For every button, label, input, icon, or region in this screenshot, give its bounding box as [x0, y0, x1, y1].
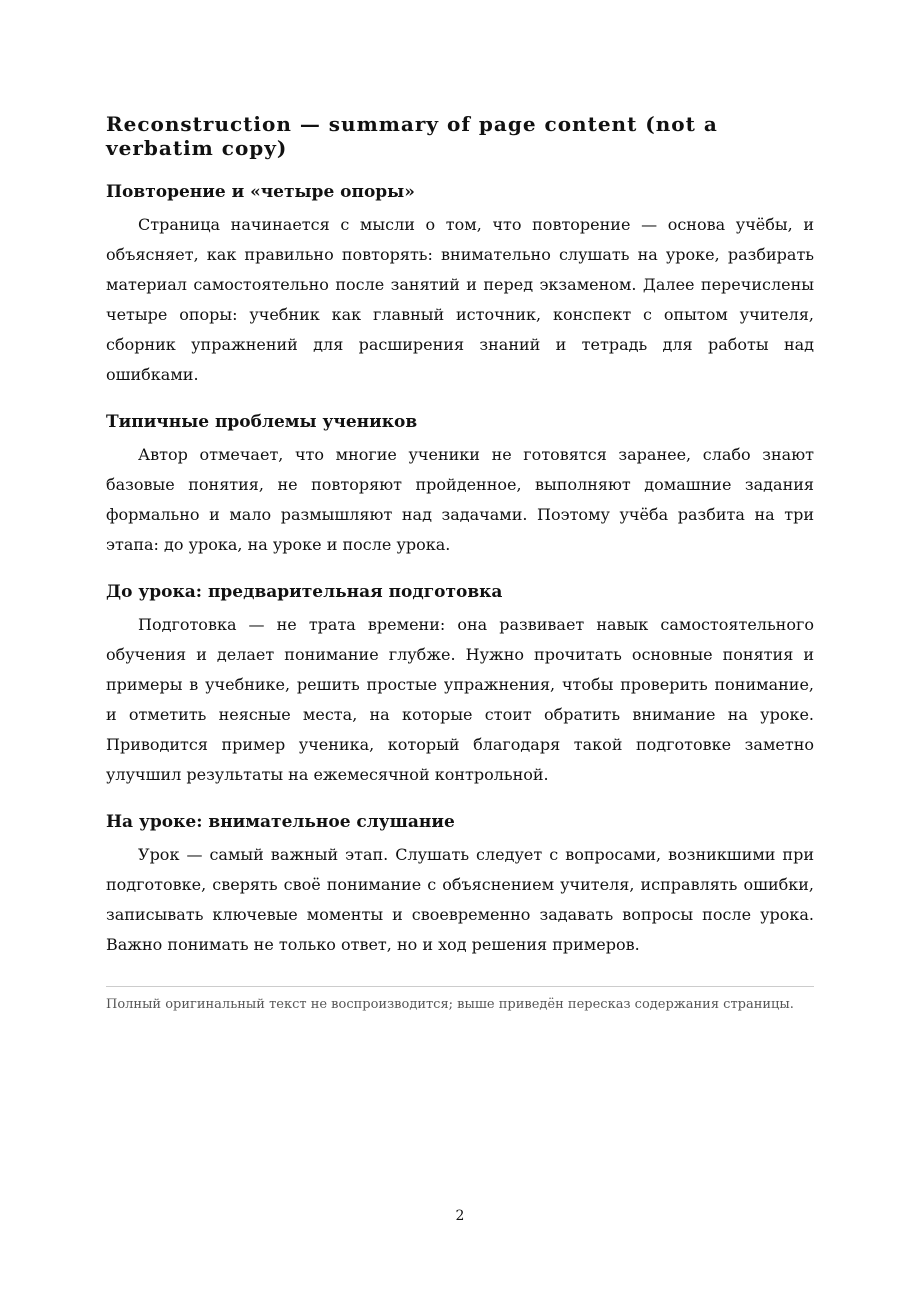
section-heading: На уроке: внимательное слушание	[106, 812, 455, 832]
reconstruction-note: Полный оригинальный текст не воспроизводится; выше приведён пересказ содержания страницы.	[106, 986, 814, 1012]
section	[106, 812, 814, 960]
section	[106, 412, 814, 560]
section-text: Страница начинается с мысли о том, что повторение — основа учёбы, и объясняет, как правильно повторять: внимательно слушать на уроке, разбирать материал самостоятельно после занятий и перед экзаменом. Далее перечислены четыре опоры: учебник как главный источник, конспект с опытом учителя, сборник упражнений для расширения знаний и тетрадь для работы над ошибками.	[106, 215, 814, 384]
section-heading: Типичные проблемы учеников	[106, 412, 418, 432]
document-title: Reconstruction — summary of page content (not a verbatim copy)	[106, 112, 718, 160]
section-text: Подготовка — не трата времени: она развивает навык самостоятельного обучения и делает понимание глубже. Нужно прочитать основные понятия и примеры в учебнике, решить простые упражнения, чтобы проверить понимание, и отметить неясные места, на которые стоит обратить внимание на уроке. Приводится пример ученика, который благодаря такой подготовке заметно улучшил результаты на ежемесячной контрольной.	[106, 615, 814, 784]
section-text: Урок — самый важный этап. Слушать следует с вопросами, возникшими при подготовке, сверять своё понимание с объяснением учителя, исправлять ошибки, записывать ключевые моменты и своевременно задавать вопросы после урока. Важно понимать не только ответ, но и ход решения примеров.	[106, 845, 814, 954]
section	[106, 182, 814, 390]
section	[106, 582, 814, 790]
page-number: 2	[455, 1208, 465, 1224]
section-text: Автор отмечает, что многие ученики не готовятся заранее, слабо знают базовые понятия, не повторяют пройденное, выполняют домашние задания формально и мало размышляют над задачами. Поэтому учёба разбита на три этапа: до урока, на уроке и после урока.	[106, 445, 814, 554]
section-heading: До урока: предварительная подготовка	[106, 582, 503, 602]
section-heading: Повторение и «четыре опоры»	[106, 182, 415, 202]
